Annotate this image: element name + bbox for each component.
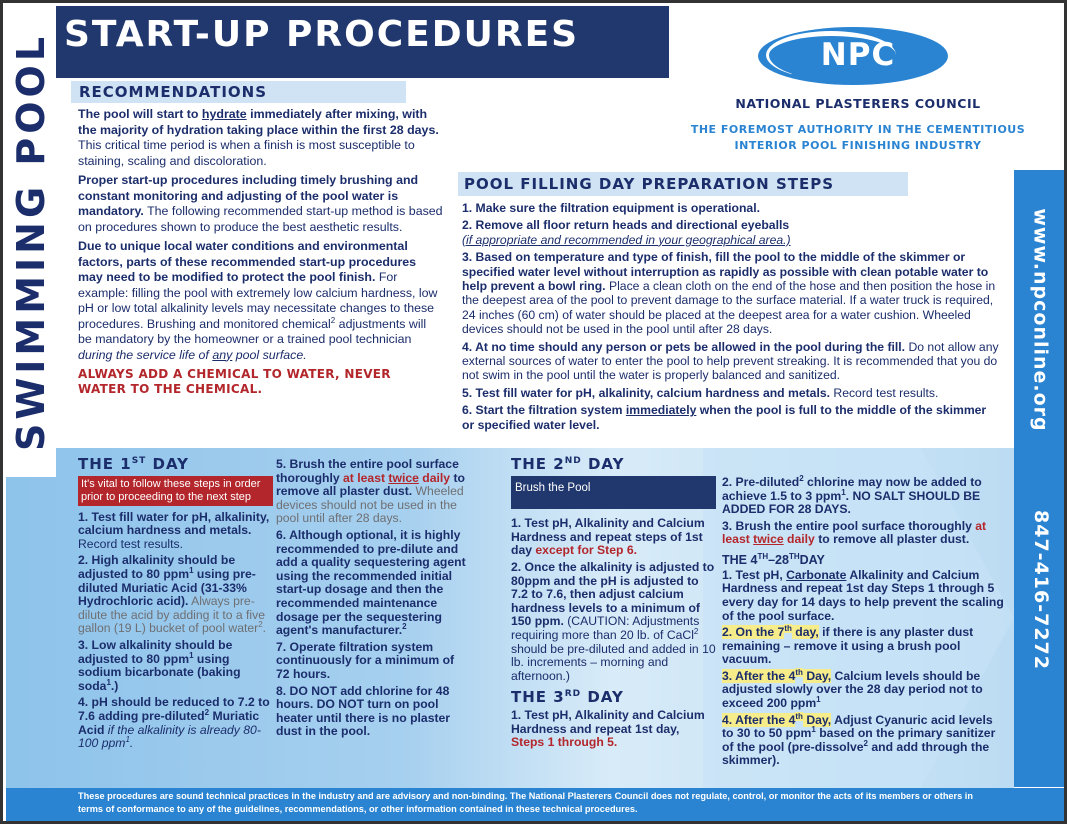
page-title: START-UP PROCEDURES (64, 14, 580, 55)
organization-name: NATIONAL PLASTERERS COUNCIL (735, 96, 981, 111)
right-contact-bar (1014, 170, 1067, 787)
recommendations-body (78, 107, 443, 401)
day-2-step-3: 3. Brush the entire pool surface thoroughly at least twice daily to remove all plaster dust. (722, 518, 987, 547)
title-banner (56, 6, 669, 78)
logo-text: NPC (820, 37, 896, 73)
day-1-step-3: 3. Low alkalinity should be adjusted to 80 ppm$^1$ using sodium bicarbonate (baking soda$^1$.) (78, 637, 241, 693)
side-title: SWIMMING POOL (9, 32, 53, 451)
filling-step-2: 2. Remove all floor return heads and directional eyeballs (if appropriate and recommended in your geographical area.) (462, 218, 791, 247)
day-4-28-column (722, 473, 1004, 771)
rec-paragraph-2: Proper start-up procedures including timely brushing and constant monitoring and adjusting of the pool water is mandatory. The following recommended start-up method is based on procedures shown to produce the best aesthetic results. (78, 173, 443, 234)
day-3-heading: THE 3RD DAY (511, 688, 624, 707)
day-2-heading: THE 2ND DAY (511, 455, 625, 473)
tagline-line-2: INTERIOR POOL FINISHING INDUSTRY (734, 139, 982, 152)
organization-tagline (663, 122, 1053, 154)
day-1-column (78, 455, 273, 754)
rec-paragraph-3: Due to unique local water conditions and environmental factors, parts of these recommended start-up procedures may need to be modified to protect the pool finish. For example: filling the pool with extremely low calcium hardness, low pH or low total alkalinity levels may necessitate changes to these procedures. Brushing and monitored chemical$^2$ adjustments will be mandatory by the homeowner or a trained pool technician during the service life of any pool surface. (78, 239, 438, 362)
day-2-step-2: 2. Once the alkalinity is adjusted to 80ppm and the pH is adjusted to 7.2 to 7.6, then adjust calcium hardness levels to a minimum of 150 ppm. (CAUTION: Adjustments requiring more than 20 lb. of CaCl$^2$ should be pre-diluted and added in 10 lb. increments – morning and afternoon.) (511, 559, 716, 683)
day-4-28-heading: THE 4TH–28THDAY (722, 551, 825, 568)
day-1-step-1: 1. Test fill water for pH, alkalinity, calcium hardness and metals. Record test results. (78, 509, 270, 551)
filling-steps-body (462, 201, 1000, 435)
day-2-3-column (511, 455, 716, 753)
day-3-step-1: 1. Test pH, Alkalinity and Calcium Hardness and repeat 1st day, Steps 1 through 5. (511, 707, 705, 750)
npc-logo (758, 25, 948, 85)
chemical-warning: ALWAYS ADD A CHEMICAL TO WATER, NEVER WATER TO THE CHEMICAL. (78, 367, 391, 396)
rec-paragraph-1: The pool will start to hydrate immediately after mixing, with the majority of hydration taking place within the first 28 days. This critical time period is when a finish is most susceptible to staining, scaling and discoloration. (78, 107, 439, 168)
day-1-step-8: 8. DO NOT add chlorine for 48 hours. DO NOT turn on pool heater until there is no plaster dust in the pool. (276, 683, 451, 739)
recommendations-heading: RECOMMENDATIONS (71, 81, 406, 103)
day-4-step-3: 3. After the 4th Day, Calcium levels should be adjusted slowly over the 28 day period not to exceed 200 ppm$^1$ (722, 667, 983, 711)
website-link[interactable]: www.npconline.org (1029, 208, 1052, 432)
disclaimer-text: These procedures are sound technical practices in the industry and are advisory and non-binding. The National Plasterers Council does not regulate, control, or monitor the acts of its members or others in terms of conformance to any of the guidelines, recommendations, or other information contained in these technical procedures. (78, 791, 973, 814)
disclaimer-footer (6, 788, 1064, 824)
day-2-brush-box: Brush the Pool (511, 476, 716, 510)
day-2-step-2b: 2. Pre-diluted$^2$ chlorine may now be added to achieve 1.5 to 3 ppm$^1$. NO SALT SHOULD BE ADDED FOR 28 DAYS. (722, 473, 982, 517)
filling-steps-heading: POOL FILLING DAY PREPARATION STEPS (458, 172, 908, 196)
day-1-continued-column (276, 458, 466, 742)
filling-step-4: 4. At no time should any person or pets be allowed in the pool during the fill. Do not allow any external sources of water to enter the pool to help prevent streaking. It is recommended that you do not swim in the pool until the water is properly balanced and sanitized. (462, 339, 999, 383)
day-1-step-5: 5. Brush the entire pool surface thoroughly at least twice daily to remove all plaster dust. Wheeled devices should not be used in the pool until after 28 days. (276, 457, 465, 526)
tagline-line-1: THE FOREMOST AUTHORITY IN THE CEMENTITIOUS (690, 123, 1026, 136)
day-2-step-1: 1. Test pH, Alkalinity and Calcium Hardness and repeat steps of 1st day except for Step 6. (511, 516, 705, 558)
day-4-step-2: 2. On the 7th day, if there is any plaster dust remaining – remove it using a brush pool vacuum. (722, 624, 974, 667)
filling-step-5: 5. Test fill water for pH, alkalinity, calcium hardness and metals. Record test results. (462, 385, 939, 400)
left-title-bar (6, 6, 56, 477)
day-1-warning-box: It's vital to follow these steps in order prior to proceeding to the next step (78, 476, 273, 506)
phone-number: 847-416-7272 (1029, 510, 1052, 670)
filling-step-3: 3. Based on temperature and type of finish, fill the pool to the middle of the skimmer or specified water level without interruption as rapidly as possible with clean potable water to help prevent a bowl ring. Place a clean cloth on the end of the hose and then position the hose in the deepest area of the pool to prevent damage to the surface material. If a water truck is required, 24 inches (60 cm) of water should be placed at the deepest area for a water cushion. Wheeled devices should not be used in the pool until after 28 days. (462, 250, 996, 337)
filling-step-1: 1. Make sure the filtration equipment is operational. (462, 201, 760, 215)
day-1-heading: THE 1ST DAY (78, 455, 190, 473)
day-1-step-7: 7. Operate filtration system continuously for a minimum of 72 hours. (276, 639, 455, 681)
day-4-step-4: 4. After the 4th Day, Adjust Cyanuric acid levels to 30 to 50 ppm$^1$ based on the primary sanitizer of the pool (pre-dissolve$^2$ and add through the skimmer). (722, 711, 996, 768)
day-1-step-2: 2. High alkalinity should be adjusted to 80 ppm$^1$ using pre-diluted Muriatic Acid (31-33% Hydrochloric acid). Always pre-dilute the acid by adding it to a five gallon (19 L) bucket of pool water$^2$. (78, 553, 267, 636)
day-1-step-4: 4. pH should be reduced to 7.2 to 7.6 adding pre-diluted$^2$ Muriatic Acid if the alkalinity is already 80-100 ppm$^1$. (78, 695, 270, 751)
filling-step-6: 6. Start the filtration system immediately when the pool is full to the middle of the skimmer or specified water level. (462, 403, 987, 432)
day-1-step-6: 6. Although optional, it is highly recommended to pre-dilute and add a quality sequestering agent using the recommended initial start-up dosage and then the recommended maintenance dosage per the sequestering agent's manufacturer.$^2$ (276, 527, 466, 638)
day-4-step-1: 1. Test pH, Carbonate Alkalinity and Calcium Hardness and repeat 1st day Steps 1 through 5 every day for 14 days to help prevent the scaling of the pool surface. (722, 567, 1004, 623)
